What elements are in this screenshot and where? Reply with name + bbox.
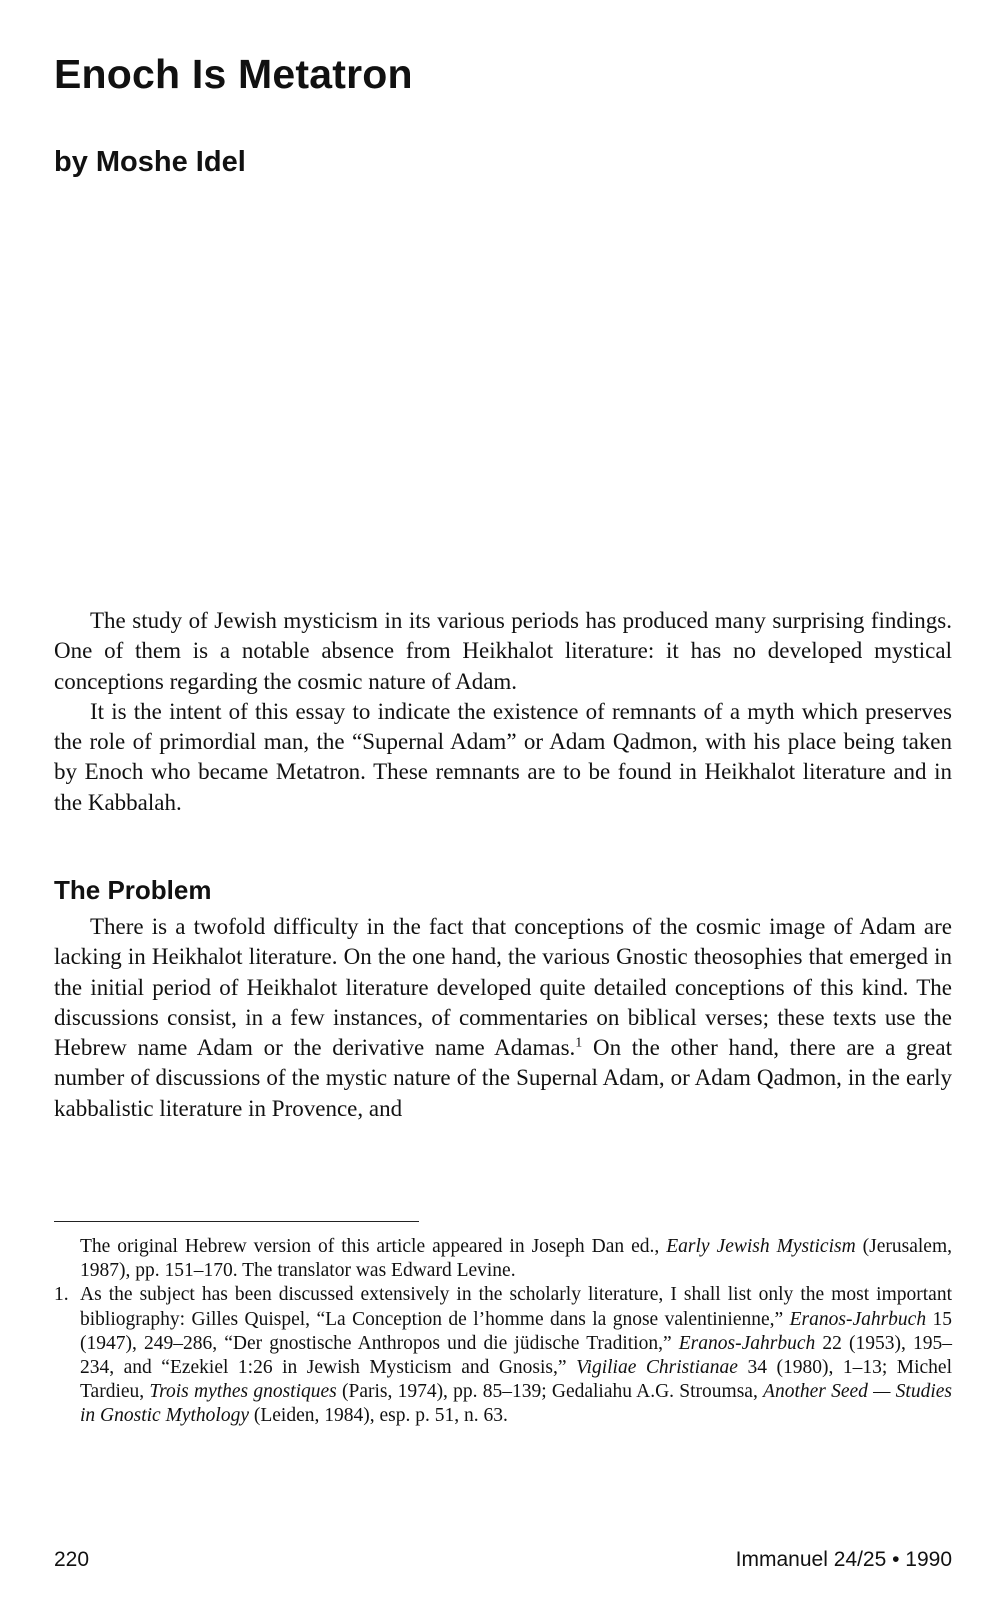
problem-section	[54, 912, 952, 1124]
footnote-text: 15 (1947), 249–286, “Der gnostische Anthropos und die jüdische Tradition,”	[80, 1308, 953, 1354]
source-note-text: (Jerusalem, 1987), pp. 151–170. The translator was Edward Levine.	[80, 1236, 953, 1282]
footnote-text: As the subject has been discussed extensively in the scholarly literature, I shall list only the most important bibliography: Gilles Quispel, “La Conception de l’homme dans la gnose valentinienne,”	[80, 1284, 952, 1330]
footnote-citation-title: Trois mythes gnostiques	[149, 1381, 337, 1403]
problem-text-before-ref: There is a twofold difficulty in the fact that conceptions of the cosmic image of Adam are lacking in Heikhalot literature. On the one hand, the various Gnostic theosophies that emerged in the initial period of Heikhalot literature developed quite detailed conceptions of this kind. The discussions consist, in a few instances, of commentaries on biblical verses; these texts use the Hebrew name Adam or the derivative name Adamas.	[54, 914, 952, 1061]
section-heading: The Problem	[54, 875, 212, 905]
footnote-text: 22 (1953), 195–234, and “Ezekiel 1:26 in Jewish Mysticism and Gnosis,”	[80, 1332, 952, 1379]
footnote-citation-title: Vigiliae Christianae	[576, 1357, 738, 1379]
footnote-text: (Paris, 1974), pp. 85–139; Gedaliahu A.G. Stroumsa,	[336, 1381, 764, 1403]
footnote-citation-title: Another Seed — Studies in Gnostic Mythology	[80, 1381, 952, 1427]
footnote-text: 34 (1980), 1–13; Michel Tardieu,	[80, 1357, 952, 1403]
intro-section	[54, 606, 952, 818]
page-number: 220	[54, 1548, 90, 1571]
source-note-text: The original Hebrew version of this article appeared in Joseph Dan ed.,	[80, 1236, 667, 1257]
intro-paragraph-1: The study of Jewish mysticism in its various periods has produced many surprising findings. One of them is a notable absence from Heikhalot literature: it has no developed mystical conceptions regarding the cosmic nature of Adam.	[54, 608, 952, 694]
footnote-number: 1.	[54, 1284, 69, 1306]
article-title: Enoch Is Metatron	[54, 51, 413, 97]
problem-paragraph	[54, 912, 952, 1124]
intro-paragraph-2: It is the intent of this essay to indicate the existence of remnants of a myth which preserves the role of primordial man, the “Supernal Adam” or Adam Qadmon, with his place being taken by Enoch who became Metatron. These remnants are to be found in Heikhalot literature and in the Kabbalah.	[54, 698, 952, 815]
footnote-1	[54, 1283, 953, 1428]
source-note	[80, 1235, 952, 1283]
footnote-citation-title: Eranos-Jahrbuch	[678, 1332, 816, 1354]
journal-running-footer: Immanuel 24/25 • 1990	[735, 1548, 952, 1571]
footnote-divider	[54, 1221, 419, 1222]
footnote-citation-title: Eranos-Jahrbuch	[789, 1308, 927, 1330]
footnote-ref-1[interactable]: 1	[575, 1035, 583, 1051]
footnote-text: (Leiden, 1984), esp. p. 51, n. 63.	[248, 1405, 508, 1427]
footnotes	[54, 1235, 953, 1429]
problem-text-after-ref: On the other hand, there are a great number of discussions of the mystic nature of the Supernal Adam, or Adam Qadmon, in the early kabbalistic literature in Provence, and	[54, 1035, 952, 1121]
source-note-book-title: Early Jewish Mysticism	[666, 1236, 856, 1257]
author-byline: by Moshe Idel	[54, 146, 246, 178]
